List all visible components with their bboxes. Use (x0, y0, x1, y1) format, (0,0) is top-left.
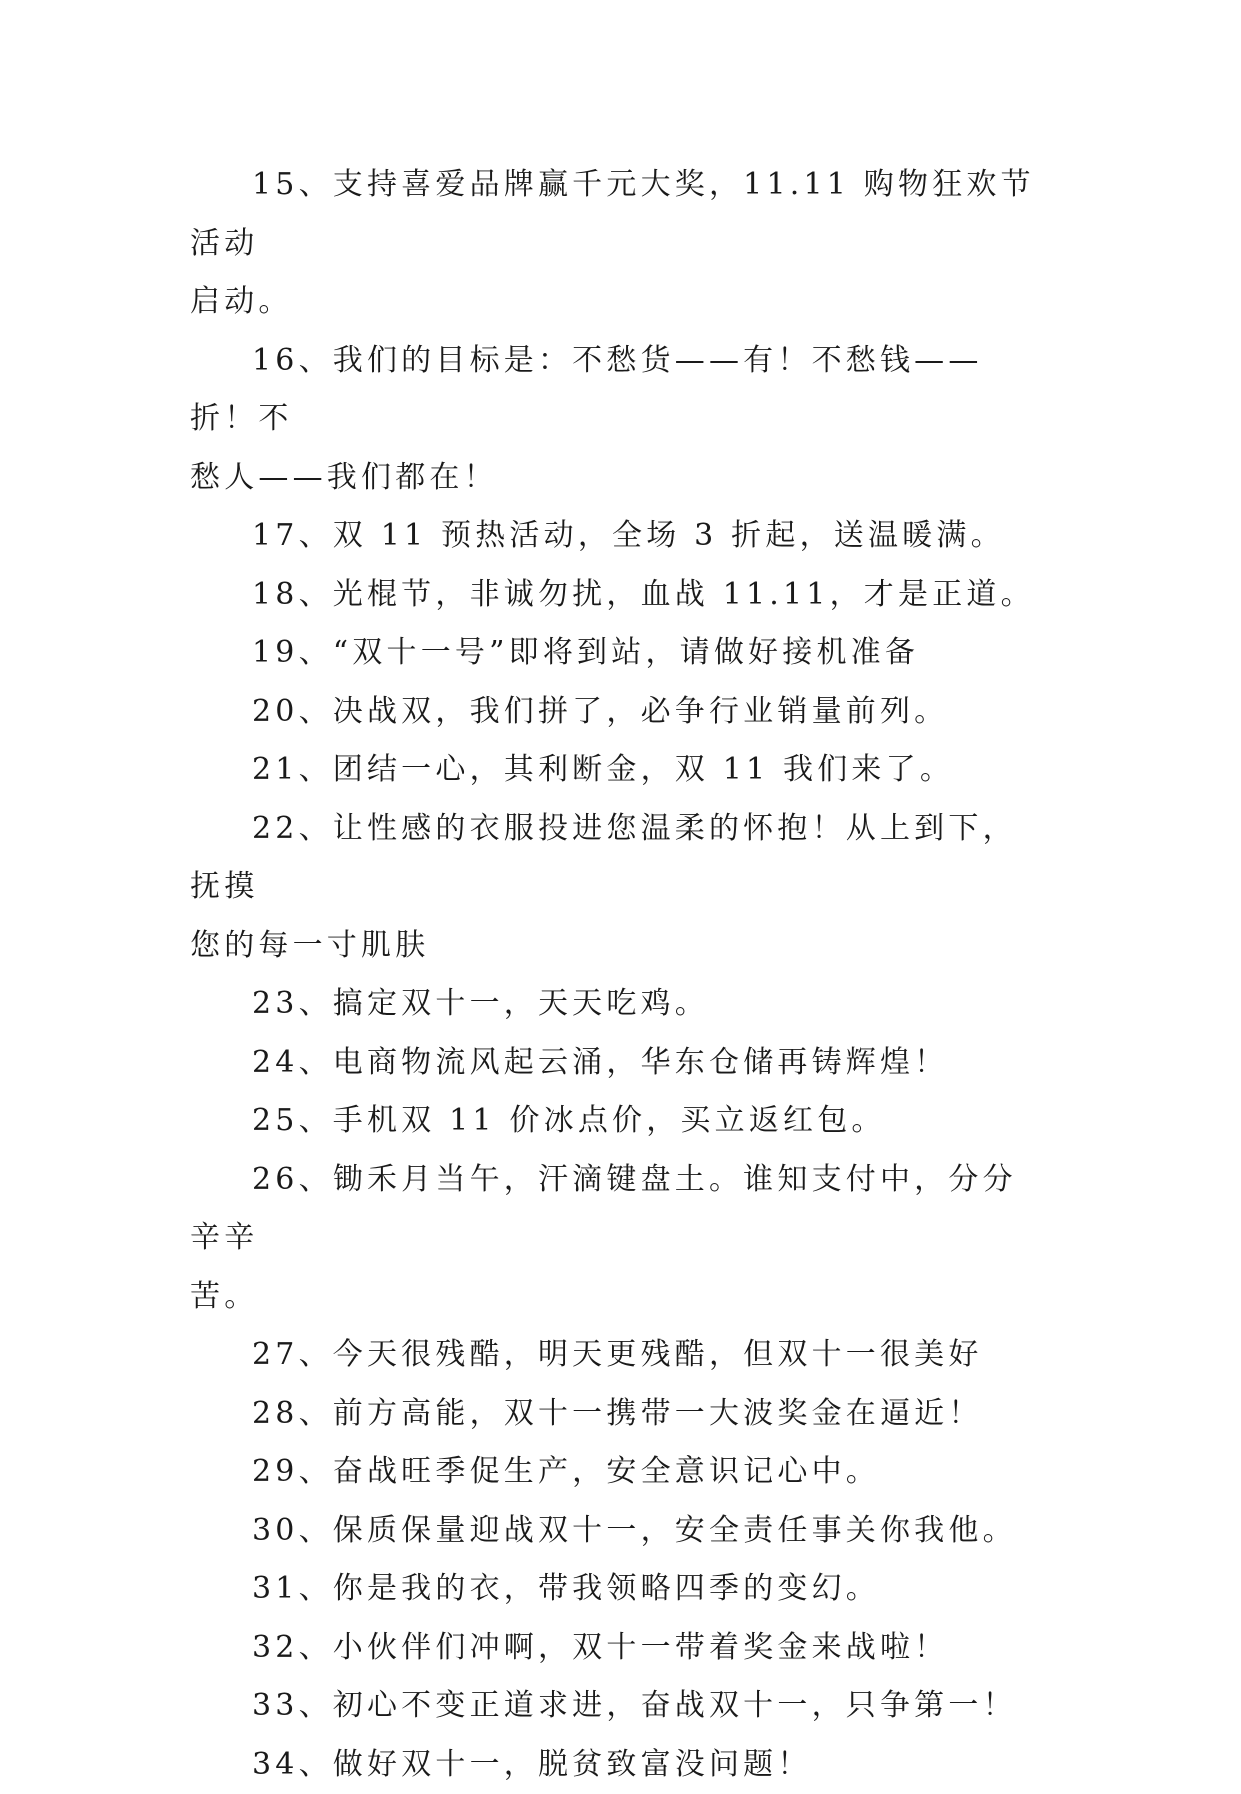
paragraph-line: 21、团结一心，其利断金，双 11 我们来了。 (190, 741, 1050, 800)
paragraph-line: 34、做好双十一，脱贫致富没问题！ (190, 1736, 1050, 1794)
list-item-28 (190, 1385, 1050, 1444)
list-item-27 (190, 1326, 1050, 1385)
paragraph-line: 27、今天很残酷，明天更残酷，但双十一很美好 (190, 1326, 1050, 1385)
list-item-18 (190, 566, 1050, 625)
paragraph-line: 苦。 (190, 1268, 1050, 1327)
paragraph-line: 19、“双十一号”即将到站，请做好接机准备 (190, 624, 1050, 683)
paragraph-line: 26、锄禾月当午，汗滴键盘土。谁知支付中，分分辛辛 (190, 1151, 1050, 1268)
list-item-34 (190, 1736, 1050, 1794)
list-item-19 (190, 624, 1050, 683)
list-item-23 (190, 975, 1050, 1034)
paragraph-line: 30、保质保量迎战双十一，安全责任事关你我他。 (190, 1502, 1050, 1561)
list-item-32 (190, 1619, 1050, 1678)
list-item-31 (190, 1560, 1050, 1619)
paragraph-line: 22、让性感的衣服投进您温柔的怀抱！从上到下，抚摸 (190, 800, 1050, 917)
paragraph-line: 16、我们的目标是：不愁货——有！不愁钱——折！不 (190, 332, 1050, 449)
paragraph-line: 18、光棍节，非诚勿扰，血战 11.11，才是正道。 (190, 566, 1050, 625)
paragraph-line: 23、搞定双十一，天天吃鸡。 (190, 975, 1050, 1034)
paragraph-line: 24、电商物流风起云涌，华东仓储再铸辉煌！ (190, 1034, 1050, 1093)
list-item-25 (190, 1092, 1050, 1151)
list-item-30 (190, 1502, 1050, 1561)
paragraph-line: 25、手机双 11 价冰点价，买立返红包。 (190, 1092, 1050, 1151)
list-item-29 (190, 1443, 1050, 1502)
list-item-15 (190, 156, 1050, 332)
list-item-22 (190, 800, 1050, 976)
list-item-20 (190, 683, 1050, 742)
list-item-33 (190, 1677, 1050, 1736)
list-item-17 (190, 507, 1050, 566)
paragraph-line: 29、奋战旺季促生产，安全意识记心中。 (190, 1443, 1050, 1502)
paragraph-line: 31、你是我的衣，带我领略四季的变幻。 (190, 1560, 1050, 1619)
paragraph-line: 17、双 11 预热活动，全场 3 折起，送温暖满。 (190, 507, 1050, 566)
paragraph-line: 32、小伙伴们冲啊，双十一带着奖金来战啦！ (190, 1619, 1050, 1678)
list-item-21 (190, 741, 1050, 800)
paragraph-line: 愁人——我们都在！ (190, 449, 1050, 508)
paragraph-line: 28、前方高能，双十一携带一大波奖金在逼近！ (190, 1385, 1050, 1444)
list-item-16 (190, 332, 1050, 508)
list-item-24 (190, 1034, 1050, 1093)
paragraph-line: 20、决战双，我们拼了，必争行业销量前列。 (190, 683, 1050, 742)
paragraph-line: 启动。 (190, 273, 1050, 332)
document-body (190, 156, 1050, 1794)
list-item-26 (190, 1151, 1050, 1327)
paragraph-line: 15、支持喜爱品牌赢千元大奖，11.11 购物狂欢节活动 (190, 156, 1050, 273)
paragraph-line: 您的每一寸肌肤 (190, 917, 1050, 976)
paragraph-line: 33、初心不变正道求进，奋战双十一，只争第一！ (190, 1677, 1050, 1736)
